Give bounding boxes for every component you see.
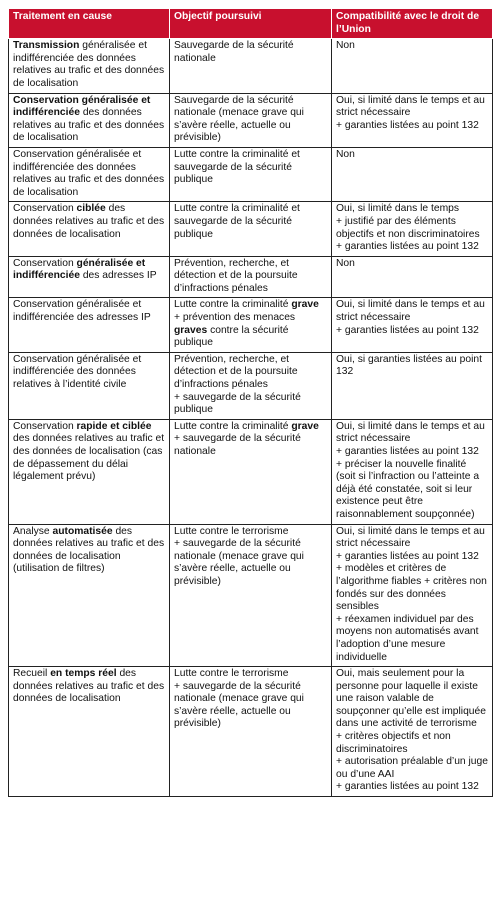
text-segment: généralisée et indifférenciée des données relatives au trafic et des données de localisation	[13, 40, 165, 89]
text-segment: Lutte contre la criminalité	[174, 299, 292, 311]
objectif-line	[174, 299, 327, 312]
cell-objectif	[170, 419, 332, 524]
text-segment: Analyse	[13, 525, 53, 537]
bold-text: graves	[174, 324, 208, 336]
table-body	[9, 39, 493, 797]
cell-traitement	[9, 667, 170, 797]
cell-objectif	[170, 524, 332, 667]
cell-compatibilite	[332, 202, 493, 256]
cell-objectif	[170, 147, 332, 201]
text-segment: des données relatives au trafic et des données de localisation (utilisation de filtres)	[13, 525, 165, 575]
table-row	[9, 202, 493, 256]
cell-traitement	[9, 419, 170, 524]
objectif-line: + sauvegarde de la sécurité publique	[174, 391, 301, 416]
table-row	[9, 147, 493, 201]
objectif-line	[174, 433, 327, 458]
table-row	[9, 524, 493, 667]
bold-text: rapide et ciblée	[76, 420, 152, 432]
cell-objectif	[170, 202, 332, 256]
text-segment: Conservation	[13, 420, 77, 432]
text-segment: Conservation généralisée et indifférenciée des données relatives à l’identité civile	[13, 353, 142, 391]
text-segment: contre la sécurité publique	[174, 324, 289, 349]
compatibilite-line: Oui, si limité dans le temps et au strict nécessaire	[336, 299, 485, 324]
cell-traitement	[9, 298, 170, 352]
cell-traitement	[9, 39, 170, 93]
compatibilite-line: + autorisation préalable d’un juge ou d’une AAI	[336, 756, 488, 780]
header-row	[9, 9, 493, 39]
compatibilite-line: + garanties listées au point 132	[336, 550, 479, 562]
text-segment: + prévention des menaces	[174, 312, 296, 324]
table-row	[9, 419, 493, 524]
cell-traitement	[9, 256, 170, 298]
cell-objectif	[170, 667, 332, 797]
compatibilite-line: Non	[336, 257, 355, 269]
objectif-line: Prévention, recherche, et détection et de la poursuite d’infractions pénales	[174, 353, 298, 391]
cell-objectif	[170, 256, 332, 298]
objectif-line	[174, 312, 327, 350]
bold-text: automatisée	[52, 525, 113, 537]
text-segment: des données relatives au trafic et des données de localisation	[13, 107, 165, 144]
text-segment: des données relatives au trafic et des données de localisation (cas de dépassement du délai légalement prévu)	[13, 433, 165, 483]
objectif-line: Prévention, recherche, et détection et de la poursuite d’infractions pénales	[174, 257, 298, 294]
cell-compatibilite	[332, 667, 493, 797]
compatibilite-line: Oui, si limité dans le temps	[336, 203, 460, 215]
cell-compatibilite	[332, 298, 493, 352]
objectif-line: + sauvegarde de la sécurité nationale (menace grave qui s’avère réelle, actuelle ou prévisible)	[174, 538, 304, 587]
cell-compatibilite	[332, 147, 493, 201]
header-traitement: Traitement en cause	[9, 9, 170, 39]
compatibilite-line: + garanties listées au point 132	[336, 446, 479, 457]
objectif-line: + sauvegarde de la sécurité nationale (menace grave qui s’avère réelle, actuelle ou prévisible)	[174, 680, 304, 730]
compatibilite-line: + garanties listées au point 132	[336, 241, 479, 253]
text-segment: Recueil	[13, 668, 51, 680]
objectif-line: Sauvegarde de la sécurité nationale	[174, 40, 294, 64]
cell-traitement	[9, 202, 170, 256]
objectif-line: Lutte contre le terrorisme	[174, 668, 289, 680]
cell-compatibilite	[332, 352, 493, 419]
compatibilite-line: Oui, si garanties listées au point 132	[336, 353, 482, 378]
data-retention-table	[8, 8, 493, 797]
compatibilite-line: + garanties listées au point 132	[336, 324, 479, 336]
bold-text: Conservation généralisée et indifférenciée	[13, 94, 151, 119]
table-row	[9, 352, 493, 419]
bold-text: grave	[291, 299, 319, 311]
compatibilite-line: + critères objectifs et non discriminatoires	[336, 731, 451, 755]
cell-objectif	[170, 352, 332, 419]
objectif-line: Lutte contre la criminalité et sauvegarde de la sécurité publique	[174, 203, 300, 240]
compatibilite-line: Oui, si limité dans le temps et au strict nécessaire	[336, 94, 485, 119]
objectif-line: Lutte contre la criminalité et sauvegarde de la sécurité publique	[174, 148, 300, 186]
cell-objectif	[170, 298, 332, 352]
cell-compatibilite	[332, 39, 493, 93]
objectif-line: Sauvegarde de la sécurité nationale (menace grave qui s’avère réelle, actuelle ou prévisible)	[174, 94, 304, 144]
compatibilite-line: Non	[336, 148, 355, 160]
bold-text: Transmission	[13, 40, 80, 52]
objectif-line: Lutte contre le terrorisme	[174, 525, 289, 537]
cell-traitement	[9, 352, 170, 419]
header-compatibilite: Compatibilité avec le droit de l’Union	[332, 9, 493, 39]
header-objectif: Objectif poursuivi	[170, 9, 332, 39]
cell-compatibilite	[332, 419, 493, 524]
cell-compatibilite	[332, 524, 493, 667]
compatibilite-line: + modèles et critères de l’algorithme fiables + critères non fondés sur des données sensibles	[336, 563, 487, 613]
compatibilite-line: Oui, si limité dans le temps et au strict nécessaire	[336, 525, 485, 550]
objectif-line	[174, 421, 327, 434]
text-segment: des données relatives au trafic et des données de localisation	[13, 668, 165, 705]
bold-text: ciblée	[76, 203, 106, 215]
table-row	[9, 93, 493, 147]
bold-text: grave	[291, 420, 319, 432]
text-segment: Lutte contre la criminalité	[174, 420, 292, 432]
compatibilite-line: + préciser la nouvelle finalité (soit si l’infraction ou l’atteinte a déjà été constatée, soit si leur existence peut être raisonnablement soupçonnée)	[336, 458, 480, 520]
cell-objectif	[170, 39, 332, 93]
compatibilite-line: Non	[336, 40, 355, 52]
cell-compatibilite	[332, 256, 493, 298]
text-segment: des données relatives au trafic et des données de localisation	[13, 203, 165, 240]
compatibilite-line: + garanties listées au point 132	[336, 119, 479, 131]
table-row	[9, 667, 493, 797]
table-row	[9, 39, 493, 93]
cell-traitement	[9, 524, 170, 667]
bold-text: généralisée et indifférenciée	[13, 257, 146, 282]
cell-compatibilite	[332, 93, 493, 147]
table-row	[9, 256, 493, 298]
text-segment: des adresses IP	[79, 270, 157, 282]
bold-text: en temps réel	[50, 668, 117, 680]
text-segment: Conservation généralisée et indifférenciée des données relatives au trafic et des données de localisation	[13, 148, 165, 198]
text-segment: + sauvegarde de la sécurité nationale	[174, 433, 301, 457]
table-row	[9, 298, 493, 352]
text-segment: Conservation généralisée et indifférenciée des adresses IP	[13, 299, 151, 324]
compatibilite-line: + justifié par des éléments objectifs et non discriminatoires	[336, 215, 480, 240]
cell-traitement	[9, 147, 170, 201]
compatibilite-line: Oui, mais seulement pour la personne pour laquelle il existe une raison valable de soupçonner qu’elle est impliquée dans une activité de terrorisme	[336, 668, 486, 730]
text-segment: Conservation	[13, 257, 77, 269]
text-segment: Conservation	[13, 203, 77, 215]
compatibilite-line: + garanties listées au point 132	[336, 781, 479, 793]
cell-objectif	[170, 93, 332, 147]
compatibilite-line: + réexamen individuel par des moyens non automatisés avant l’adoption d’une mesure individuelle	[336, 613, 479, 663]
compatibilite-line: Oui, si limité dans le temps et au strict nécessaire	[336, 420, 485, 445]
cell-traitement	[9, 93, 170, 147]
